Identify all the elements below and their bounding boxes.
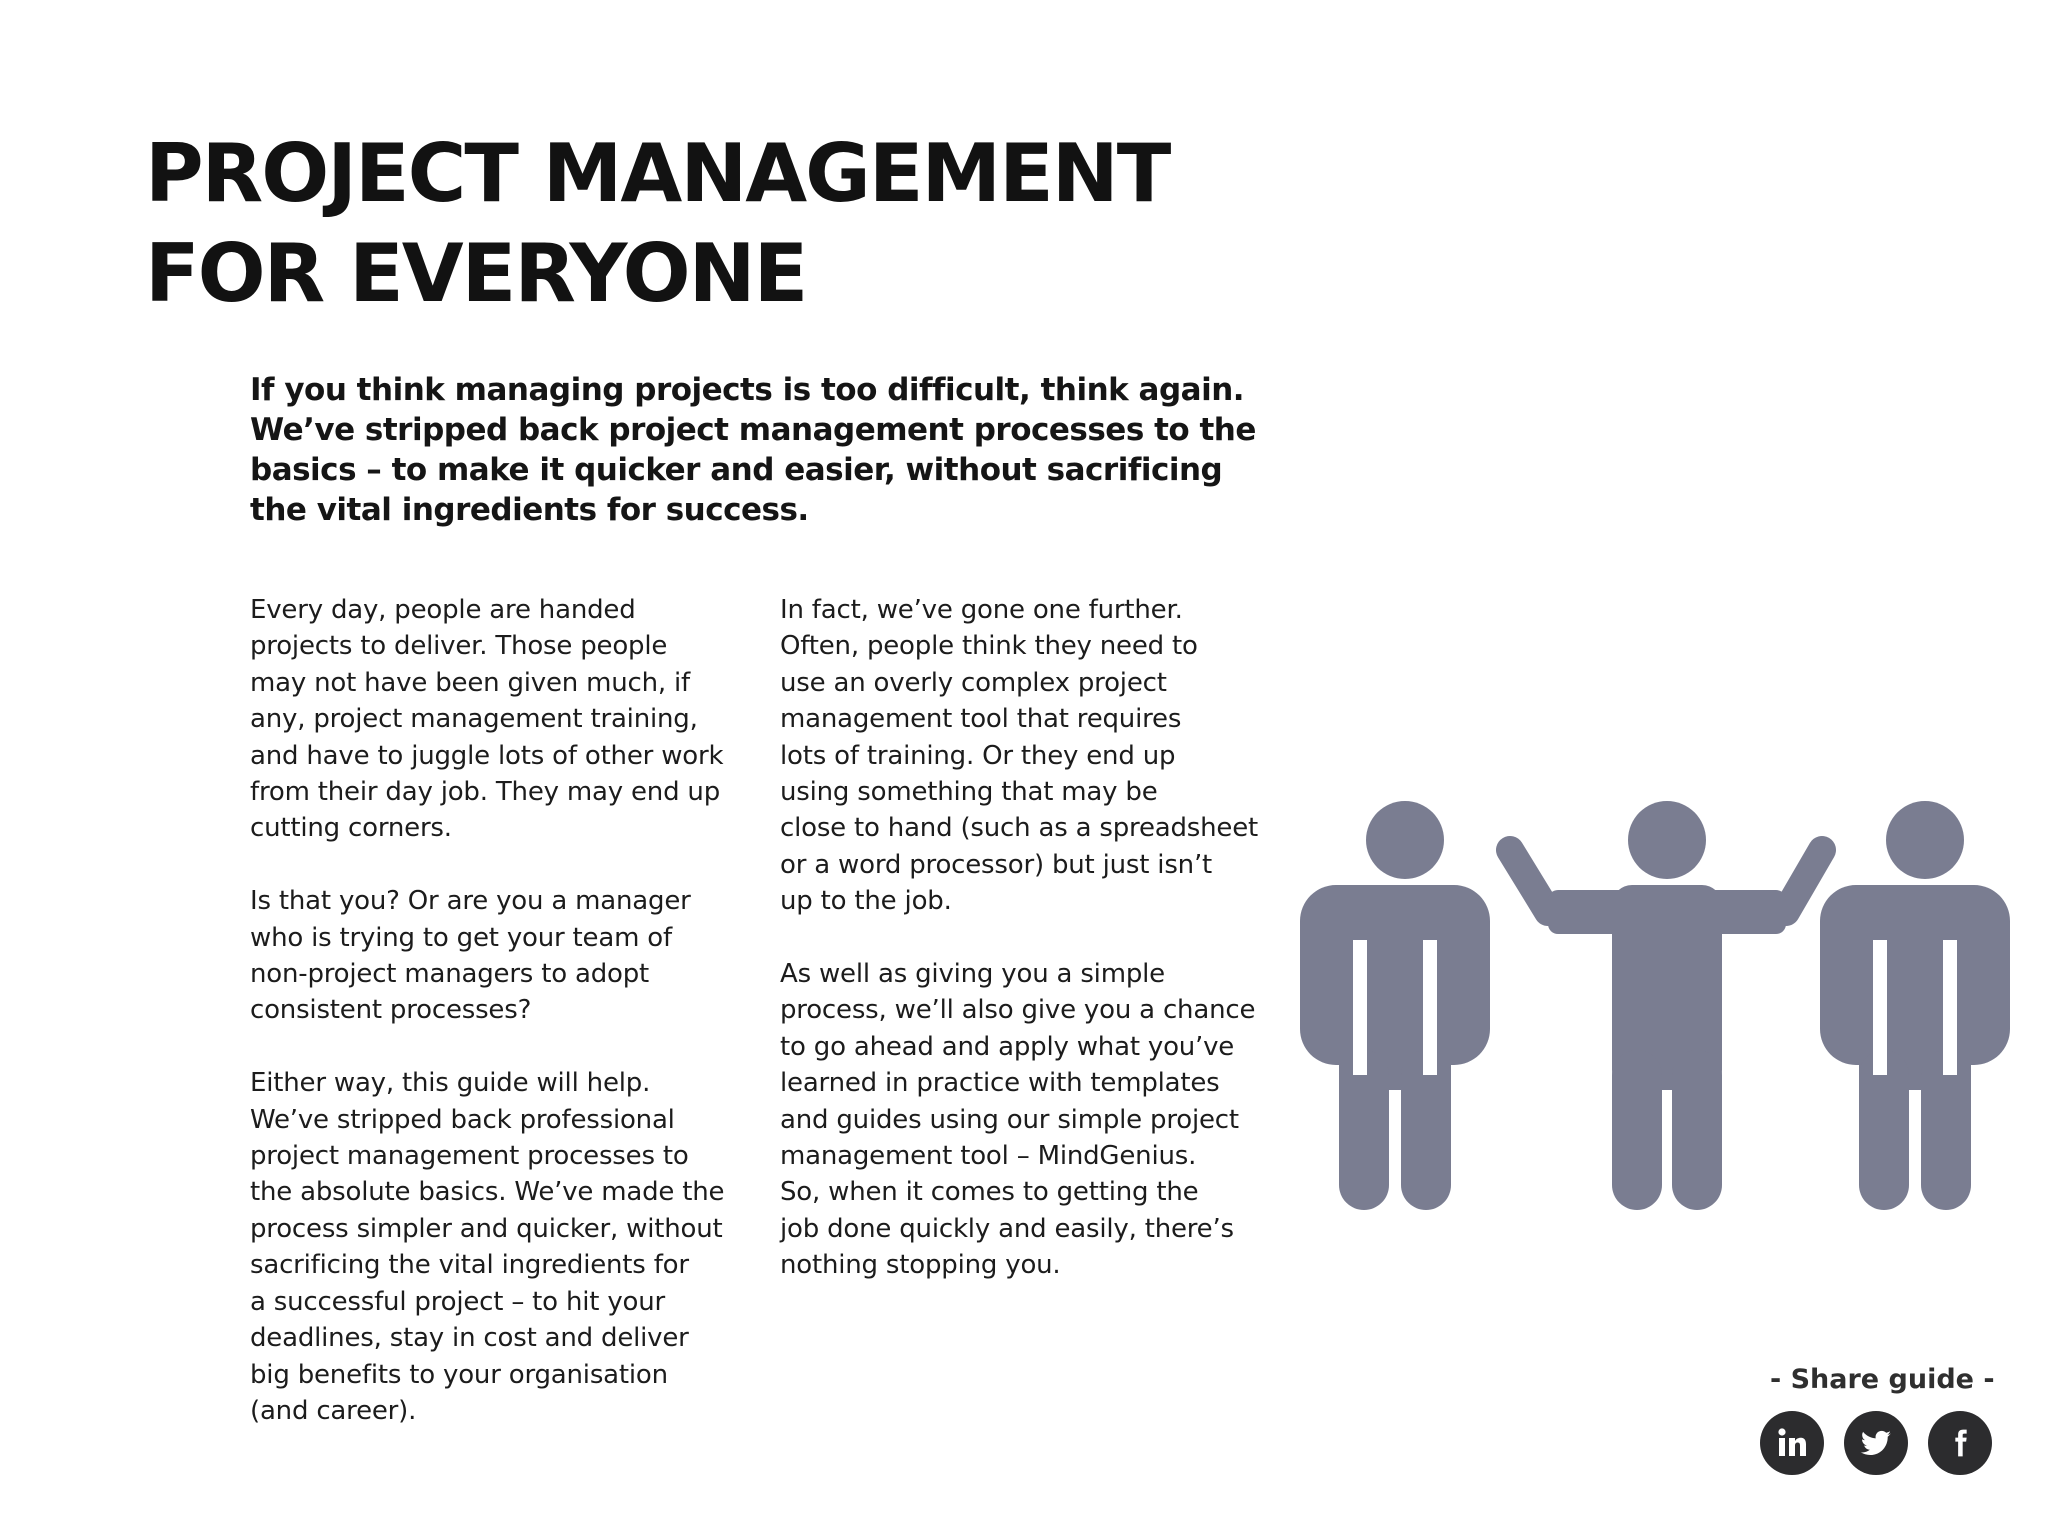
- person-middle-arms-raised-icon: [1510, 801, 1822, 1210]
- body-line: who is trying to get your team of: [250, 922, 672, 953]
- body-line: use an overly complex project: [780, 667, 1167, 698]
- body-line: using something that may be: [780, 777, 1158, 808]
- body-paragraph: [780, 956, 1280, 1284]
- body-line: job done quickly and easily, there’s: [780, 1213, 1234, 1244]
- intro-line: the vital ingredients for success.: [250, 492, 809, 528]
- body-line: In fact, we’ve gone one further.: [780, 595, 1183, 625]
- twitter-share-button[interactable]: [1844, 1411, 1908, 1475]
- body-line: Every day, people are handed: [250, 595, 636, 625]
- page-title: [145, 124, 1169, 324]
- share-guide-label: - Share guide -: [1770, 1364, 1995, 1395]
- body-line: close to hand (such as a spreadsheet: [780, 813, 1259, 844]
- linkedin-icon: [1775, 1426, 1809, 1460]
- body-line: deadlines, stay in cost and deliver: [250, 1323, 689, 1354]
- body-line: We’ve stripped back professional: [250, 1104, 675, 1135]
- right-text-column: [780, 592, 1280, 1320]
- body-line: Either way, this guide will help.: [250, 1068, 651, 1099]
- body-line: process, we’ll also give you a chance: [780, 995, 1256, 1026]
- body-line: learned in practice with templates: [780, 1068, 1220, 1099]
- body-line: or a word processor) but just isn’t: [780, 849, 1213, 880]
- body-line: lots of training. Or they end up: [780, 740, 1176, 771]
- body-line: nothing stopping you.: [780, 1250, 1061, 1281]
- share-buttons: [1760, 1411, 1992, 1475]
- body-line: As well as giving you a simple: [780, 959, 1165, 990]
- body-paragraph: [250, 592, 750, 847]
- linkedin-share-button[interactable]: [1760, 1411, 1824, 1475]
- body-line: to go ahead and apply what you’ve: [780, 1031, 1235, 1062]
- three-people-illustration: [1300, 790, 2020, 1210]
- body-line: from their day job. They may end up: [250, 777, 721, 808]
- body-line: consistent processes?: [250, 995, 532, 1026]
- body-line: any, project management training,: [250, 704, 698, 735]
- intro-line: We’ve stripped back project management processes to the: [250, 412, 1256, 448]
- body-paragraph: [250, 1065, 750, 1429]
- body-line: Often, people think they need to: [780, 631, 1198, 662]
- body-line: big benefits to your organisation: [250, 1359, 668, 1390]
- body-line: a successful project – to hit your: [250, 1286, 665, 1317]
- intro-line: If you think managing projects is too difficult, think again.: [250, 372, 1245, 408]
- body-paragraph: [780, 592, 1280, 920]
- body-line: Is that you? Or are you a manager: [250, 886, 691, 917]
- left-text-column: [250, 592, 750, 1466]
- body-line: cutting corners.: [250, 813, 452, 844]
- intro-line: basics – to make it quicker and easier, without sacrificing: [250, 452, 1223, 488]
- facebook-icon: [1944, 1427, 1976, 1459]
- facebook-share-button[interactable]: [1928, 1411, 1992, 1475]
- person-right-icon: [1820, 801, 2010, 1210]
- intro-paragraph: [250, 370, 1260, 530]
- page-title-line-1: PROJECT MANAGEMENT: [145, 127, 1170, 220]
- body-paragraph: [250, 883, 750, 1029]
- twitter-icon: [1858, 1425, 1894, 1461]
- body-line: (and career).: [250, 1395, 417, 1426]
- body-line: So, when it comes to getting the: [780, 1177, 1199, 1208]
- page-title-line-2: FOR EVERYONE: [145, 227, 807, 320]
- person-left-icon: [1300, 801, 1490, 1210]
- body-line: the absolute basics. We’ve made the: [250, 1177, 725, 1208]
- body-line: project management processes to: [250, 1141, 689, 1172]
- body-line: sacrificing the vital ingredients for: [250, 1250, 689, 1281]
- body-line: management tool that requires: [780, 704, 1182, 735]
- body-line: process simpler and quicker, without: [250, 1213, 723, 1244]
- body-line: non-project managers to adopt: [250, 959, 650, 990]
- body-line: projects to deliver. Those people: [250, 631, 668, 662]
- body-line: and guides using our simple project: [780, 1104, 1239, 1135]
- body-line: and have to juggle lots of other work: [250, 740, 724, 771]
- body-line: up to the job.: [780, 886, 952, 917]
- body-line: management tool – MindGenius.: [780, 1141, 1197, 1172]
- body-line: may not have been given much, if: [250, 667, 690, 698]
